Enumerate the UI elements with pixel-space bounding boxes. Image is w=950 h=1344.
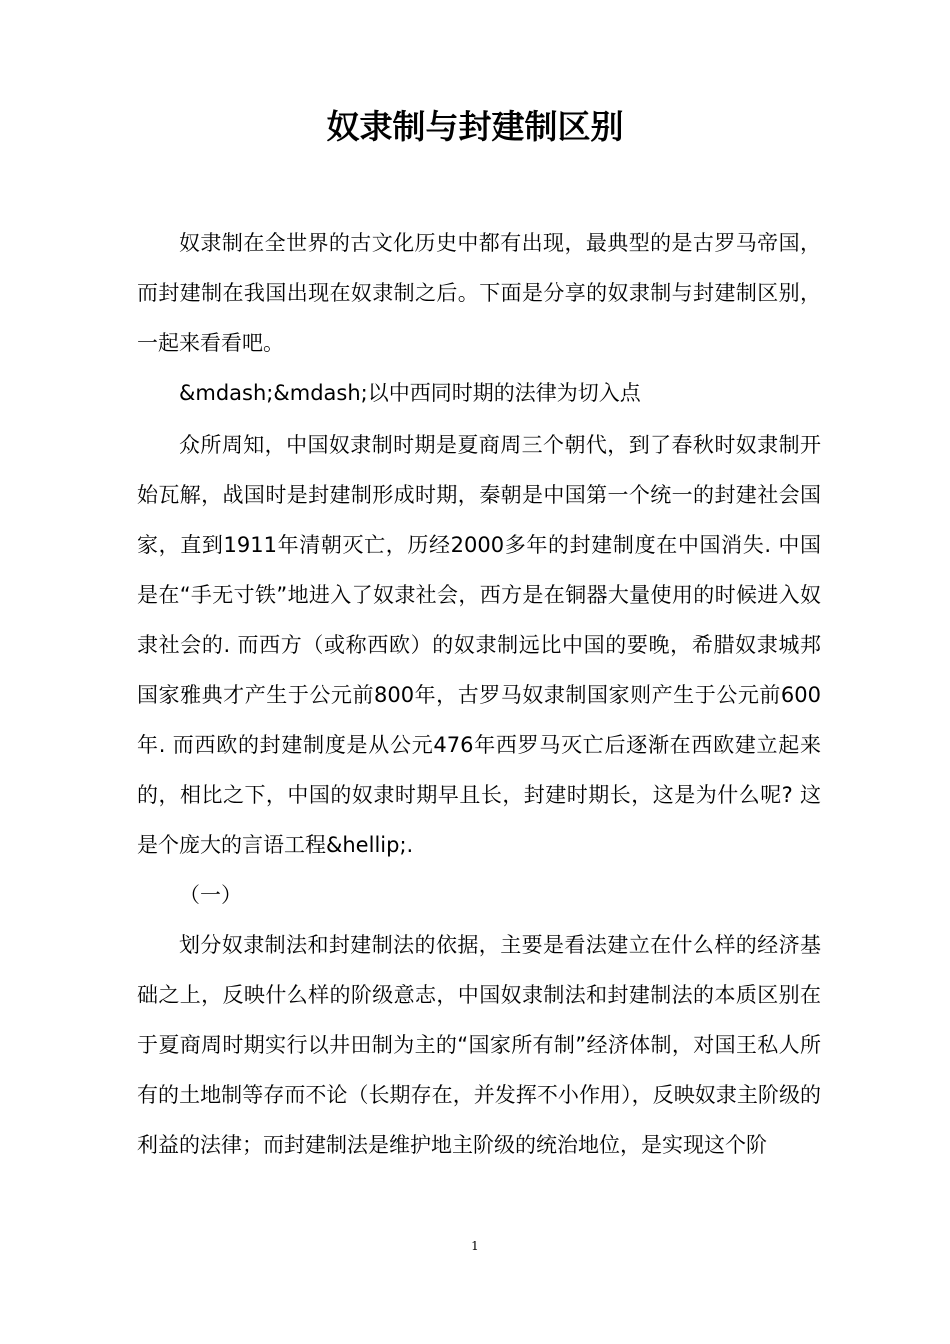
history-paragraph: 众所周知，中国奴隶制时期是夏商周三个朝代，到了春秋时奴隶制开始瓦解，战国时是封建制形成时期，秦朝是中国第一个统一的封建社会国家，直到1911年清朝灭亡，历经2000多年的封建制度在中国消失. 中国是在“手无寸铁”地进入了奴隶社会，西方是在铜器大量使用的时候进入奴隶社会的. 而西方（或称西欧）的奴隶制远比中国的要晚，希腊奴隶城邦国家雅典才产生于公元前800年，古罗马奴隶制国家则产生于公元前600年. 而西欧的封建制度是从公元476年西罗马灭亡后逐渐在西欧建立起来的，相比之下，中国的奴隶时期早且长，封建时期长，这是为什么呢? 这是个庞大的言语工程&hellip;. xyxy=(137,433,821,857)
law-paragraph: 划分奴隶制法和封建制法的依据，主要是看法建立在什么样的经济基础之上，反映什么样的阶级意志，中国奴隶制法和封建制法的本质区别在于夏商周时期实行以井田制为主的“国家所有制”经济体制，对国王私人所有的土地制等存而不论（长期存在，并发挥不小作用），反映奴隶主阶级的利益的法律；而封建制法是维护地主阶级的统治地位，是实现这个阶 xyxy=(137,933,821,1157)
section-label: （一） xyxy=(179,883,242,907)
document-title: 奴隶制与封建制区别 xyxy=(326,107,624,146)
page-number: 1 xyxy=(471,1239,479,1253)
subheading-paragraph: &mdash;&mdash;以中西同时期的法律为切入点 xyxy=(179,381,641,405)
document-body xyxy=(137,218,821,1170)
intro-paragraph: 奴隶制在全世界的古文化历史中都有出现，最典型的是古罗马帝国，而封建制在我国出现在奴隶制之后。下面是分享的奴隶制与封建制区别，一起来看看吧。 xyxy=(137,231,821,355)
